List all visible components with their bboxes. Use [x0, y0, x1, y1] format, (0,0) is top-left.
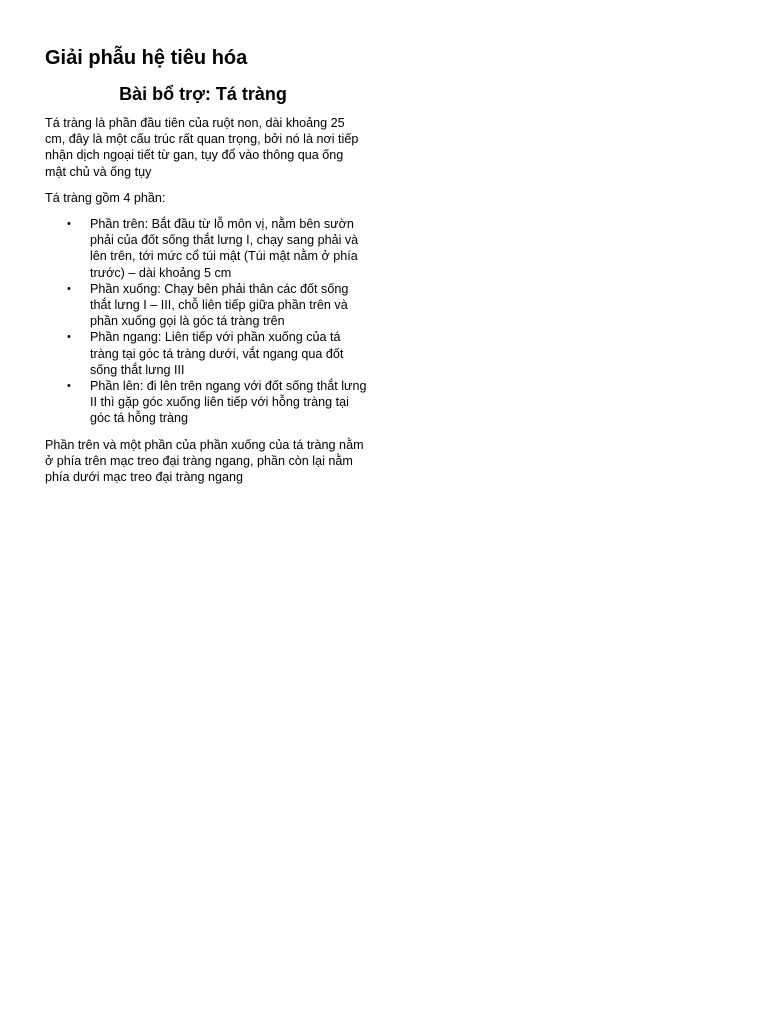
list-item-text: Phần trên: Bắt đầu từ lỗ môn vị, nằm bên sườn phải của đốt sống thắt lưng I, chạy sang phải và lên trên, tới mức cổ túi mật (Túi mật nằm ở phía trước) – dài khoảng 5 cm — [90, 217, 359, 280]
list-item-text: Phần lên: đi lên trên ngang với đốt sống thắt lưng II thì gặp góc xuống liên tiếp với hỗng tràng tại góc tá hỗng tràng — [90, 379, 367, 426]
bullet-icon: • — [67, 331, 71, 344]
list-item — [45, 281, 367, 330]
list-item — [45, 329, 367, 378]
list-item — [45, 216, 367, 281]
list-item-text: Phần ngang: Liên tiếp với phần xuống của tá tràng tại góc tá tràng dưới, vắt ngang qua đốt sống thắt lưng III — [90, 330, 344, 377]
conclusion-paragraph: Phần trên và một phần của phần xuống của tá tràng nằm ở phía trên mạc treo đại tràng ngang, phần còn lại nằm phía dưới mạc treo đại tràng ngang — [45, 437, 364, 485]
list-item-text: Phần xuống: Chạy bên phải thân các đốt sống thắt lưng I – III, chỗ liên tiếp giữa phần trên và phần xuống gọi là góc tá tràng trên — [90, 281, 349, 329]
document-page — [45, 43, 367, 485]
bullet-icon: • — [67, 380, 71, 393]
list-item — [45, 378, 367, 427]
document-title: Giải phẫu hệ tiêu hóa — [45, 47, 248, 69]
parts-list — [45, 216, 367, 427]
parts-intro-paragraph: Tá tràng gồm 4 phần: — [45, 190, 166, 205]
document-subtitle: Bài bổ trợ: Tá tràng — [119, 84, 287, 104]
bullet-icon: • — [67, 218, 71, 231]
intro-paragraph: Tá tràng là phần đầu tiên của ruột non, dài khoảng 25 cm, đây là một cấu trúc rất quan trọng, bởi nó là nơi tiếp nhận dịch ngoại tiết từ gan, tụy đổ vào thông qua ống mật chủ và ống tụy — [45, 116, 359, 179]
bullet-icon: • — [67, 282, 71, 295]
